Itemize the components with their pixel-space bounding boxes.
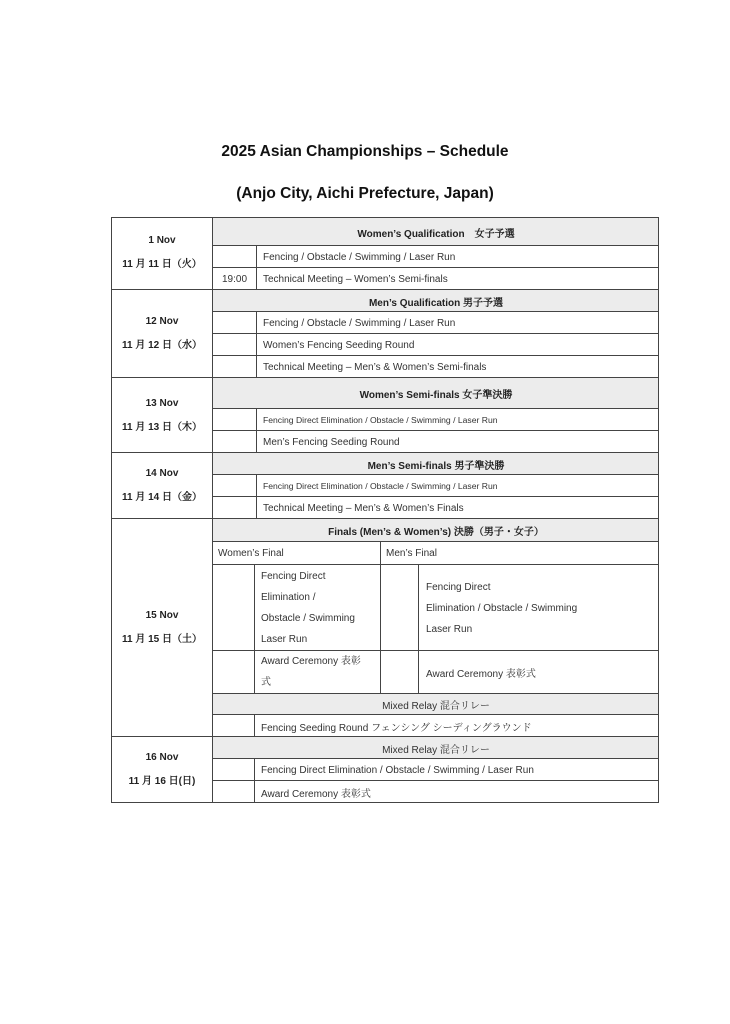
event-line: Laser Run	[426, 623, 473, 635]
date-jp: 11 月 13 日（木）	[121, 421, 203, 433]
document-title: 2025 Asian Championships – Schedule	[221, 143, 509, 160]
date-en: 15 Nov	[145, 610, 179, 621]
date-jp: 11 月 15 日（土）	[121, 634, 203, 645]
event-line: Fencing Direct	[426, 581, 491, 593]
time-cell: 19:00	[221, 273, 248, 285]
document-subtitle: (Anjo City, Aichi Prefecture, Japan)	[236, 185, 494, 202]
event-cell: Fencing / Obstacle / Swimming / Laser Run	[263, 251, 456, 263]
event-cell: Technical Meeting – Women’s Semi-finals	[263, 273, 448, 285]
section-header: Women’s Qualification 女子予選	[213, 218, 659, 246]
date-jp: 11 月 16 日(日)	[128, 776, 196, 787]
date-en: 16 Nov	[145, 752, 179, 763]
mens-award: Award Ceremony 表彰式	[426, 668, 536, 680]
event-line: Laser Run	[261, 634, 308, 645]
event-line: Obstacle / Swimming	[261, 613, 355, 624]
date-en: 13 Nov	[145, 397, 179, 409]
section-header: Mixed Relay 混合リレー	[213, 694, 659, 715]
section-header: Men’s Semi-finals 男子準決勝	[213, 453, 659, 475]
section-header: Men’s Qualification 男子予選	[213, 290, 659, 312]
award-line: Award Ceremony 表彰	[261, 656, 361, 667]
event-cell: Fencing Direct Elimination / Obstacle / Swimming / Laser Run	[261, 764, 534, 776]
date-en: 14 Nov	[145, 468, 179, 479]
event-cell: Fencing Seeding Round フェンシング シーディングラウンド	[261, 722, 532, 734]
event-cell: Fencing Direct Elimination / Obstacle / Swimming / Laser Run	[263, 415, 498, 425]
event-cell: Women’s Fencing Seeding Round	[263, 339, 415, 351]
section-header: Women’s Semi-finals 女子準決勝	[213, 378, 659, 409]
event-line: Elimination /	[261, 592, 316, 603]
award-line: 式	[261, 677, 271, 688]
event-cell: Technical Meeting – Men’s & Women’s Finals	[263, 502, 464, 514]
event-line: Fencing Direct	[261, 571, 326, 582]
date-jp: 11 月 11 日（火）	[122, 259, 202, 270]
date-en: 12 Nov	[145, 316, 179, 327]
event-cell: Technical Meeting – Men’s & Women’s Semi-finals	[263, 361, 487, 373]
section-header: Mixed Relay 混合リレー	[213, 737, 659, 759]
section-header: Finals (Men’s & Women’s) 決勝（男子・女子）	[213, 519, 659, 542]
womens-final-label: Women’s Final	[218, 547, 284, 559]
date-en: 1 Nov	[148, 235, 176, 246]
date-jp: 11 月 14 日（金）	[121, 492, 203, 503]
event-line: Elimination / Obstacle / Swimming	[426, 602, 578, 614]
event-cell: Fencing Direct Elimination / Obstacle / Swimming / Laser Run	[263, 481, 498, 491]
event-cell: Award Ceremony 表彰式	[261, 788, 371, 800]
event-cell: Men’s Fencing Seeding Round	[263, 436, 400, 448]
date-jp: 11 月 12 日（水）	[121, 340, 203, 351]
mens-final-label: Men’s Final	[386, 547, 437, 559]
event-cell: Fencing / Obstacle / Swimming / Laser Run	[263, 317, 456, 329]
